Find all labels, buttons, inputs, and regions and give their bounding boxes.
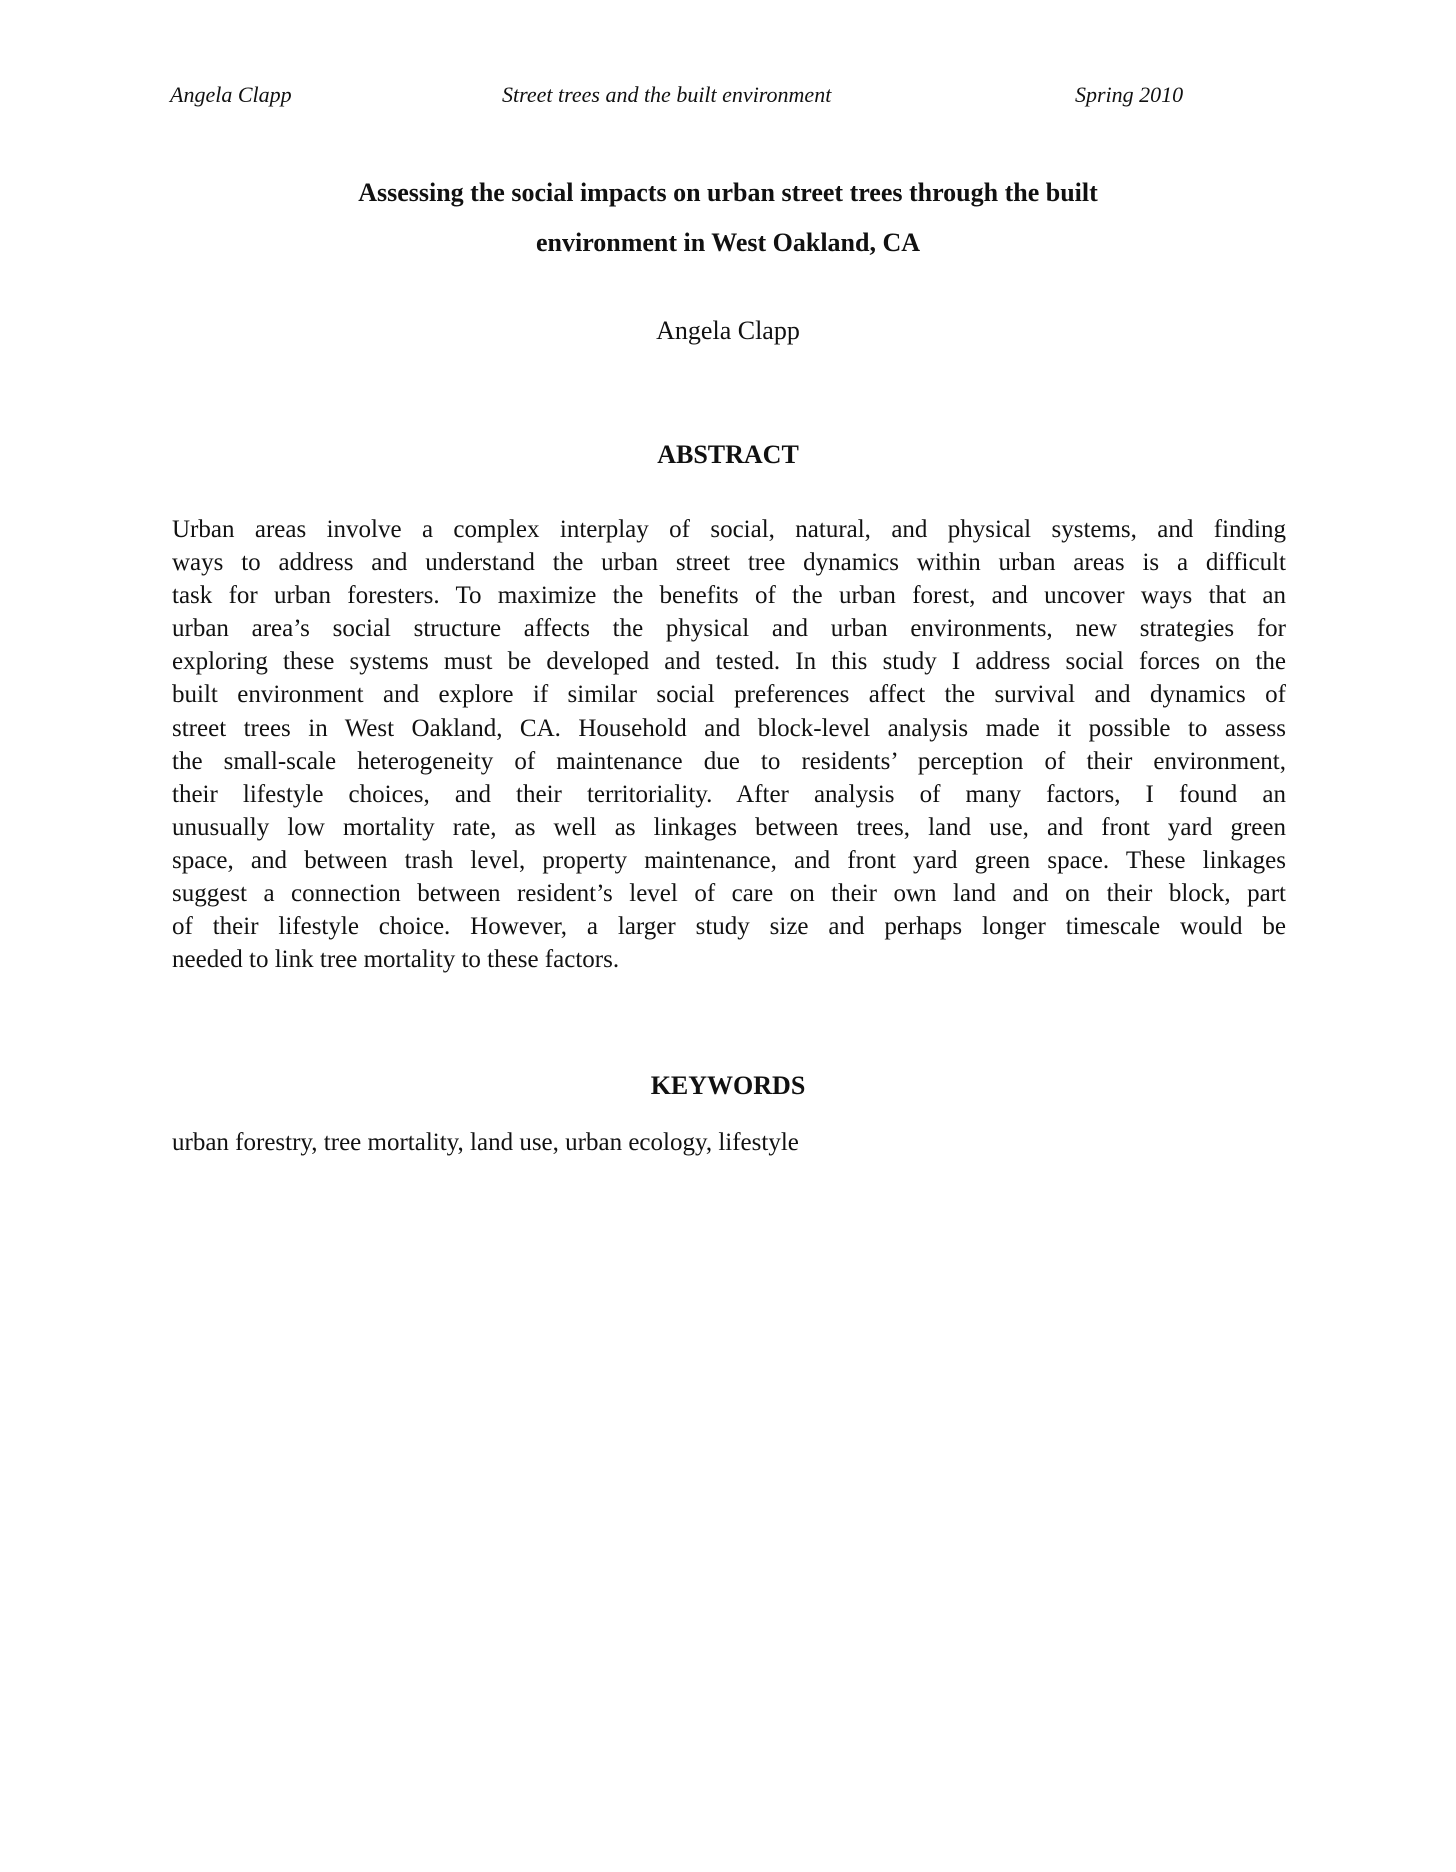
- paper-title: [170, 168, 1286, 268]
- abstract-line: the small-scale heterogeneity of maintenance due to residents’ perception of their environment,: [172, 747, 1286, 775]
- abstract-line: built environment and explore if similar social preferences affect the survival and dynamics of: [172, 681, 1286, 709]
- paper-title-line-2: environment in West Oakland, CA: [535, 228, 921, 257]
- abstract-body: [172, 513, 1286, 976]
- abstract-line: unusually low mortality rate, as well as linkages between trees, land use, and front yard green: [172, 813, 1286, 841]
- keywords-list: urban forestry, tree mortality, land use, urban ecology, lifestyle: [172, 1129, 799, 1156]
- header-author: Angela Clapp: [170, 82, 292, 107]
- abstract-line: street trees in West Oakland, CA. Household and block-level analysis made it possible to assess: [172, 714, 1286, 742]
- abstract-line: suggest a connection between resident’s level of care on their own land and on their block, part: [172, 880, 1286, 908]
- header-running-title: Street trees and the built environment: [502, 82, 832, 107]
- abstract-line: task for urban foresters. To maximize the benefits of the urban forest, and uncover ways that an: [172, 582, 1286, 610]
- abstract-line: of their lifestyle choice. However, a larger study size and perhaps longer timescale would be: [172, 913, 1286, 941]
- abstract-heading: ABSTRACT: [657, 440, 799, 469]
- abstract-line: urban area’s social structure affects the physical and urban environments, new strategies for: [172, 615, 1286, 643]
- paper-author: Angela Clapp: [656, 316, 800, 345]
- keywords-heading: KEYWORDS: [650, 1071, 806, 1100]
- abstract-line: space, and between trash level, property maintenance, and front yard green space. These linkages: [172, 846, 1286, 874]
- abstract-line: their lifestyle choices, and their territoriality. After analysis of many factors, I found an: [172, 780, 1286, 808]
- header-term: Spring 2010: [1075, 82, 1184, 107]
- abstract-line: Urban areas involve a complex interplay of social, natural, and physical systems, and finding: [172, 516, 1286, 543]
- abstract-line: exploring these systems must be developed and tested. In this study I address social forces on the: [172, 648, 1286, 676]
- paper-title-line-1: Assessing the social impacts on urban street trees through the built: [358, 178, 1098, 207]
- abstract-line: ways to address and understand the urban street tree dynamics within urban areas is a difficult: [172, 549, 1286, 577]
- running-header: [170, 82, 1195, 116]
- abstract-line: needed to link tree mortality to these factors.: [172, 946, 620, 974]
